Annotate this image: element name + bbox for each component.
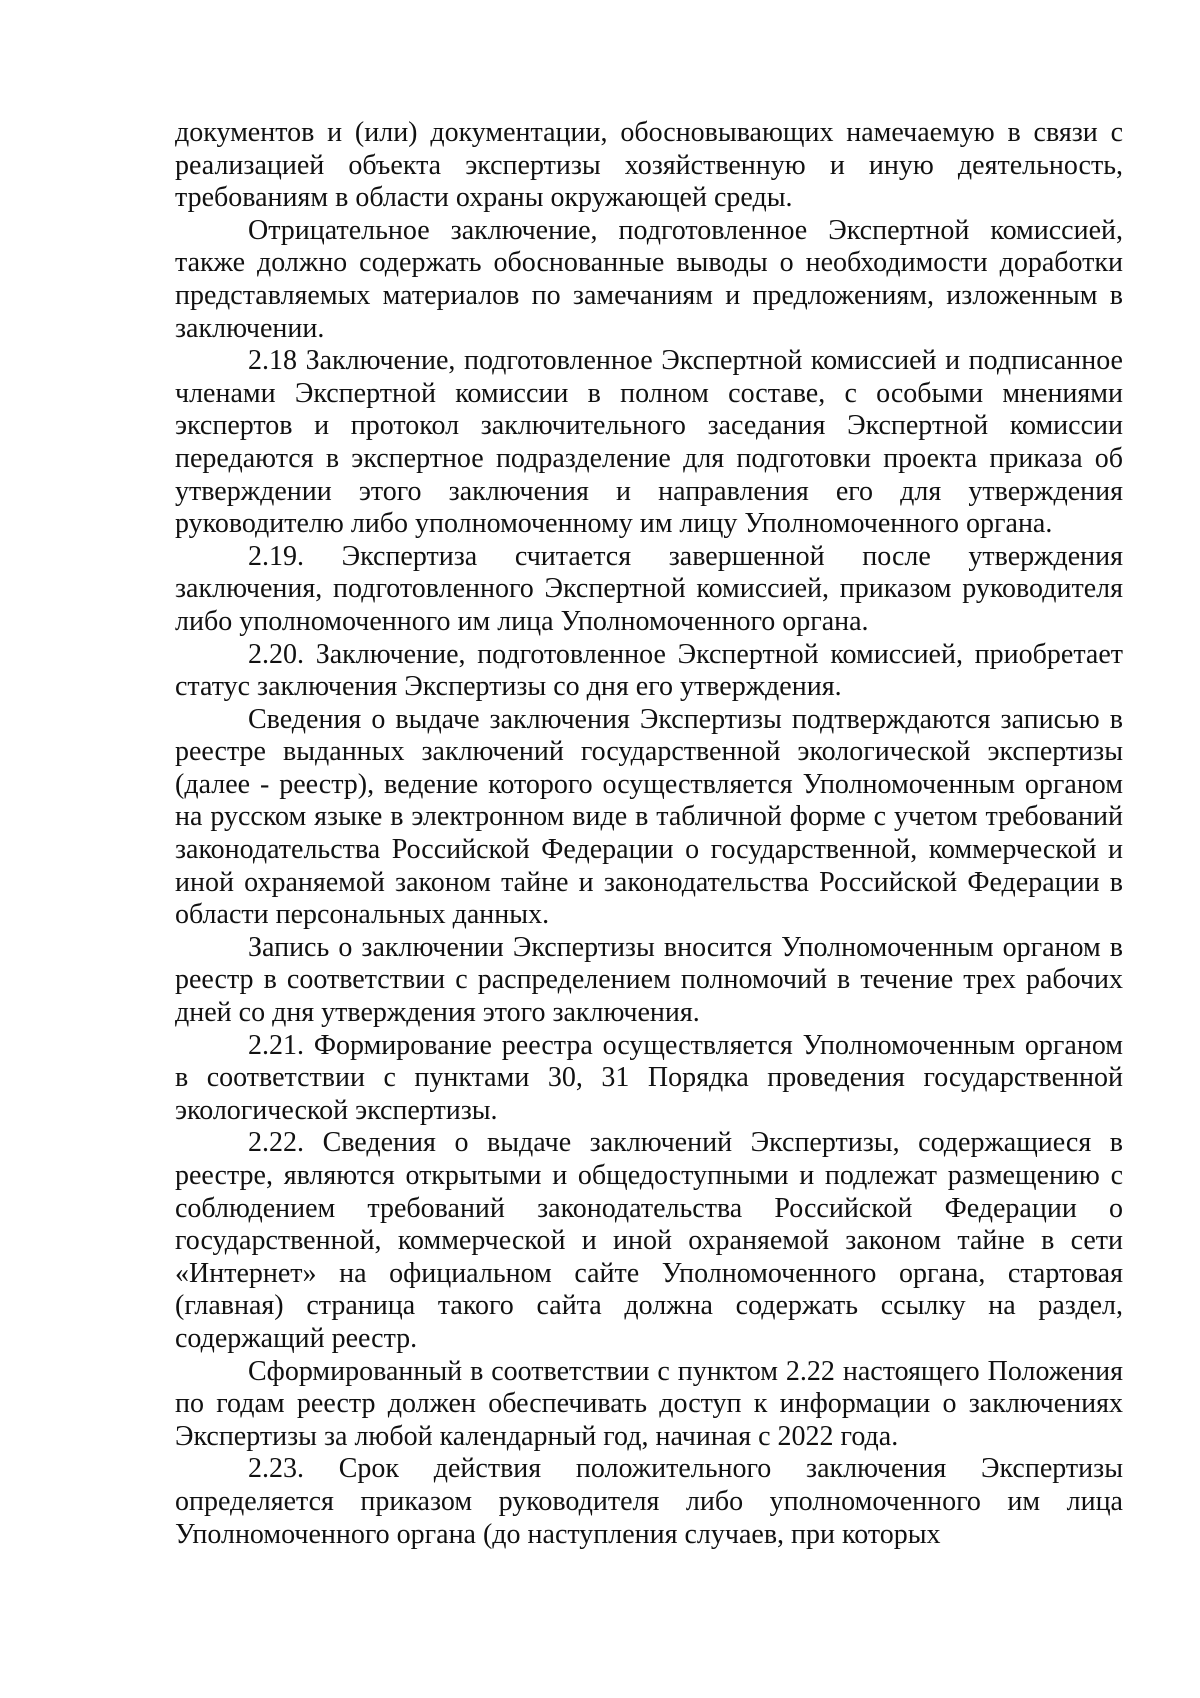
paragraph-2-23: 2.23. Срок действия положительного заключения Экспертизы определяется приказом руководителя либо уполномоченного им лица Уполномоченного органа (до наступления случаев, при которых: [175, 1453, 1123, 1550]
paragraph-2-21: 2.21. Формирование реестра осуществляется Уполномоченным органом в соответствии с пунктами 30, 31 Порядка проведения государственной экологической экспертизы.: [175, 1029, 1123, 1126]
paragraph-2-18: 2.18 Заключение, подготовленное Экспертной комиссией и подписанное членами Экспертной комиссии в полном составе, с особыми мнениями экспертов и протокол заключительного заседания Экспертной комиссии передаются в экспертное подразделение для подготовки проекта приказа об утверждении этого заключения и направления его для утверждения руководителю либо уполномоченному им лицу Уполномоченного органа.: [175, 345, 1123, 540]
paragraph-2-22: 2.22. Сведения о выдаче заключений Экспертизы, содержащиеся в реестре, являются открытыми и общедоступными и подлежат размещению с соблюдением требований законодательства Российской Федерации о государственной, коммерческой и иной охраняемой законом тайне в сети «Интернет» на официальном сайте Уполномоченного органа, стартовая (главная) страница такого сайта должна содержать ссылку на раздел, содержащий реестр.: [175, 1127, 1123, 1354]
document-body: [175, 117, 1123, 1551]
paragraph-2-19: 2.19. Экспертиза считается завершенной после утверждения заключения, подготовленного Экспертной комиссией, приказом руководителя либо уполномоченного им лица Уполномоченного органа.: [175, 540, 1123, 637]
paragraph-registry-entry: Запись о заключении Экспертизы вносится Уполномоченным органом в реестр в соответствии с распределением полномочий в течение трех рабочих дней со дня утверждения этого заключения.: [175, 931, 1123, 1029]
paragraph-registry-by-year: Сформированный в соответствии с пунктом 2.22 настоящего Положения по годам реестр должен обеспечивать доступ к информации о заключениях Экспертизы за любой календарный год, начиная с 2022 года.: [175, 1355, 1123, 1452]
paragraph-negative-conclusion: Отрицательное заключение, подготовленное Экспертной комиссией, также должно содержать обоснованные выводы о необходимости доработки представляемых материалов по замечаниям и предложениям, изложенным в заключении.: [175, 214, 1123, 344]
paragraph-2-20: 2.20. Заключение, подготовленное Экспертной комиссией, приобретает статус заключения Экспертизы со дня его утверждения.: [175, 638, 1123, 703]
paragraph-continuation: документов и (или) документации, обосновывающих намечаемую в связи с реализацией объекта экспертизы хозяйственную и иную деятельность, требованиям в области охраны окружающей среды.: [175, 117, 1123, 214]
paragraph-registry-info: Сведения о выдаче заключения Экспертизы подтверждаются записью в реестре выданных заключений государственной экологической экспертизы (далее - реестр), ведение которого осуществляется Уполномоченным органом на русском языке в электронном виде в табличной форме с учетом требований законодательства Российской Федерации о государственной, коммерческой и иной охраняемой законом тайне и законодательства Российской Федерации в области персональных данных.: [175, 703, 1123, 931]
